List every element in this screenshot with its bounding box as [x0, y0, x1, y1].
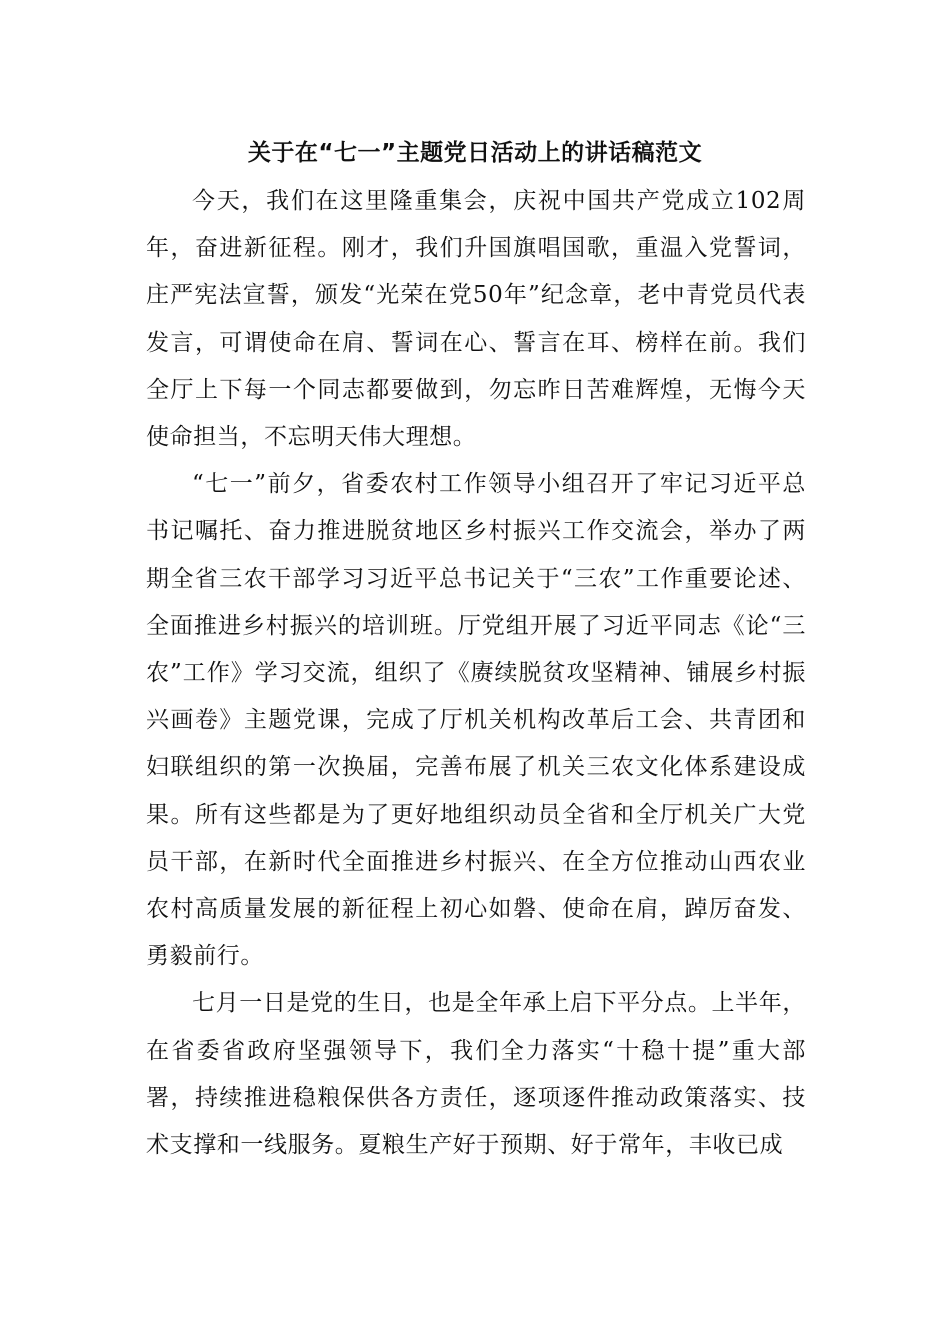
paragraph-2: “七一”前夕，省委农村工作领导小组召开了牢记习近平总书记嘱托、奋力推进脱贫地区乡村振兴工作交流会，举办了两期全省三农干部学习习近平总书记关于“三农”工作重要论述、全面推进乡村振兴的培训班。厅党组开展了习近平同志《论“三农”工作》学习交流，组织了《赓续脱贫攻坚精神、铺展乡村振兴画卷》主题党课，完成了厅机关机构改革后工会、共青团和妇联组织的第一次换届，完善布展了机关三农文化体系建设成果。所有这些都是为了更好地组织动员全省和全厅机关广大党员干部，在新时代全面推进乡村振兴、在全方位推动山西农业农村高质量发展的新征程上初心如磐、使命在肩，踔厉奋发、勇毅前行。: [146, 471, 806, 970]
paragraph-1: 今天，我们在这里隆重集会，庆祝中国共产党成立102周年，奋进新征程。刚才，我们升国旗唱国歌，重温入党誓词，庄严宪法宣誓，颁发“光荣在党50年”纪念章，老中青党员代表发言，可谓使命在肩、誓词在心、誓言在耳、榜样在前。我们全厅上下每一个同志都要做到，勿忘昨日苦难辉煌，无悔今天使命担当，不忘明天伟大理想。: [146, 188, 806, 451]
document-title: 关于在“七一”主题党日活动上的讲话稿范文: [247, 140, 703, 166]
paragraph-3: 七月一日是党的生日，也是全年承上启下平分点。上半年，在省委省政府坚强领导下，我们全力落实“十稳十提”重大部署，持续推进稳粮保供各方责任，逐项逐件推动政策落实、技术支撑和一线服务。夏粮生产好于预期、好于常年，丰收已成: [146, 990, 806, 1159]
document-body: [146, 178, 806, 1169]
